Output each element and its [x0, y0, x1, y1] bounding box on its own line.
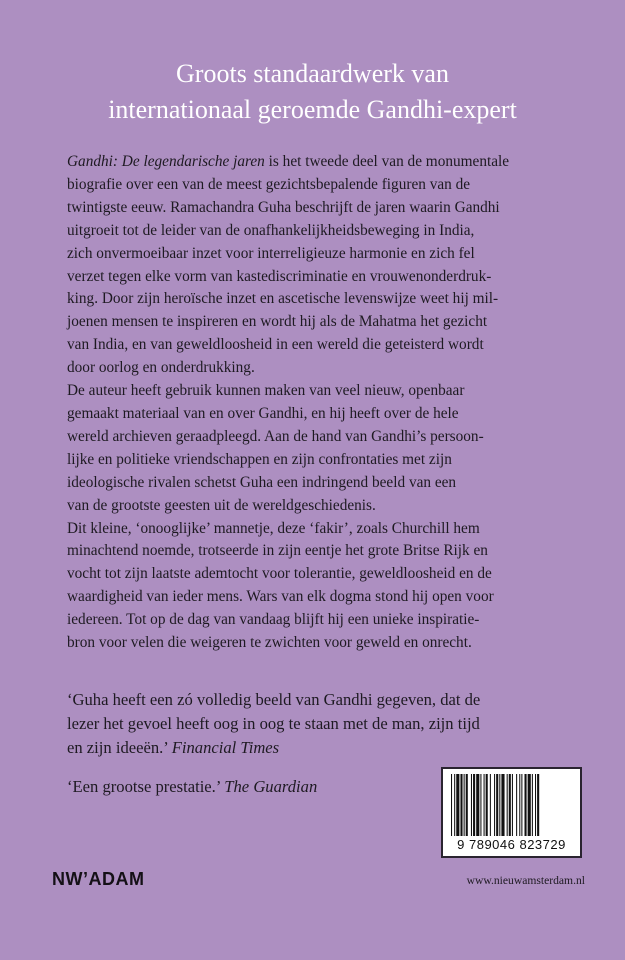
- quote-line: ‘Guha heeft een zó volledig beeld van Gandhi gegeven, dat de: [67, 690, 481, 709]
- publisher-logo: NW’ADAM: [52, 869, 145, 889]
- blurb-line: De auteur heeft gebruik kunnen maken van veel nieuw, openbaar: [67, 382, 465, 400]
- blurb-line: Dit kleine, ‘onooglijke’ mannetje, deze ‘fakir’, zoals Churchill hem: [67, 519, 480, 537]
- isbn-number: 9 789046 823729: [457, 837, 566, 852]
- barcode-bar: [519, 774, 520, 836]
- headline-line-2: internationaal geroemde Gandhi-expert: [108, 95, 517, 124]
- barcode-bar: [484, 774, 485, 836]
- quote-line: lezer het gevoel heeft oog in oog te staan met de man, zijn tijd: [67, 714, 480, 733]
- blurb-line: bron voor velen die weigeren te zwichten voor geweld en onrecht.: [67, 634, 472, 652]
- blurb-line: lijke en politieke vriendschappen en zijn confrontaties met zijn: [67, 450, 452, 468]
- blurb-line: wereld archieven geraadpleegd. Aan de hand van Gandhi’s persoon-: [67, 427, 484, 445]
- isbn-barcode: [441, 767, 582, 858]
- headline-line-1: Groots standaardwerk van: [176, 59, 449, 88]
- review-quote-financial-times: [67, 688, 587, 760]
- barcode-bar: [454, 774, 455, 836]
- blurb-line: Gandhi: De legendarische jaren is het tweede deel van de monumentale: [67, 153, 510, 170]
- blurb-line: king. Door zijn heroïsche inzet en ascetische levenswijze weet hij mil-: [67, 290, 499, 308]
- barcode-bar: [451, 774, 452, 836]
- blurb-line: vocht tot zijn laatste ademtocht voor tolerantie, geweldloosheid en de: [67, 565, 492, 583]
- barcode-bar: [535, 774, 536, 836]
- barcode-bar: [499, 774, 500, 836]
- barcode-bar: [525, 774, 527, 836]
- quote-line: en zijn ideeën.’ Financial Times: [67, 738, 280, 757]
- barcode-bar: [516, 774, 517, 836]
- barcode-bar: [456, 774, 459, 836]
- barcode-bar: [512, 774, 513, 836]
- blurb-line: biografie over een van de meest gezichtsbepalende figuren van de: [67, 175, 471, 193]
- book-title: Gandhi: De legendarische jaren: [67, 153, 265, 170]
- blurb-line: verzet tegen elke vorm van kastediscriminatie en vrouwenonderdruk-: [67, 267, 492, 285]
- barcode-bar: [509, 774, 511, 836]
- blurb-line: joenen mensen te inspireren en wordt hij als de Mahatma het gezicht: [67, 313, 488, 331]
- barcode-bar: [466, 774, 468, 836]
- blurb-line: van de grootste geesten uit de wereldgeschiedenis.: [67, 496, 376, 514]
- publisher-website: www.nieuwamsterdam.nl: [466, 874, 585, 887]
- blurb-line: iedereen. Tot op de dag van vandaag blijft hij een unieke inspiratie-: [67, 611, 480, 629]
- barcode-bar: [471, 774, 472, 836]
- barcode-bar: [537, 774, 539, 836]
- blurb-line: minachtend noemde, trotseerde in zijn eentje het grote Britse Rijk en: [67, 542, 488, 560]
- blurb-text: [67, 151, 567, 655]
- quote-line: ‘Een grootse prestatie.’ The Guardian: [67, 777, 318, 796]
- blurb-line: ideologische rivalen schetst Guha een indringend beeld van een: [67, 473, 457, 491]
- barcode-bar: [494, 774, 495, 836]
- blurb-line: waardigheid van ieder mens. Wars van elk dogma stond hij open voor: [67, 588, 494, 606]
- barcode-bar: [532, 774, 533, 836]
- blurb-line: twintigste eeuw. Ramachandra Guha beschrijft de jaren waarin Gandhi: [67, 198, 500, 216]
- barcode-bar: [521, 774, 522, 836]
- headline: [0, 56, 625, 128]
- barcode-bar: [528, 774, 531, 836]
- barcode-bar: [473, 774, 475, 836]
- barcode-bar: [490, 774, 491, 836]
- blurb-line: gemaakt materiaal van en over Gandhi, en hij heeft over de hele: [67, 404, 459, 422]
- quote-source: The Guardian: [224, 777, 318, 796]
- barcode-bar: [460, 774, 462, 836]
- barcode-bar: [486, 774, 488, 836]
- barcode-bar: [501, 774, 504, 836]
- barcode-bar: [480, 774, 481, 836]
- blurb-line: uitgroeit tot de leider van de onafhankelijkheidsbeweging in India,: [67, 221, 475, 239]
- barcode-bar: [476, 774, 479, 836]
- barcode-bar: [464, 774, 465, 836]
- quote-source: Financial Times: [171, 738, 280, 757]
- barcode-bar: [507, 774, 508, 836]
- blurb-line: door oorlog en onderdrukking.: [67, 359, 255, 377]
- blurb-line: zich onvermoeibaar inzet voor interreligieuze harmonie en zich fel: [67, 244, 475, 262]
- barcode-bars: [449, 774, 574, 836]
- blurb-line: van India, en van geweldloosheid in een wereld die geteisterd wordt: [67, 336, 484, 354]
- barcode-bar: [496, 774, 498, 836]
